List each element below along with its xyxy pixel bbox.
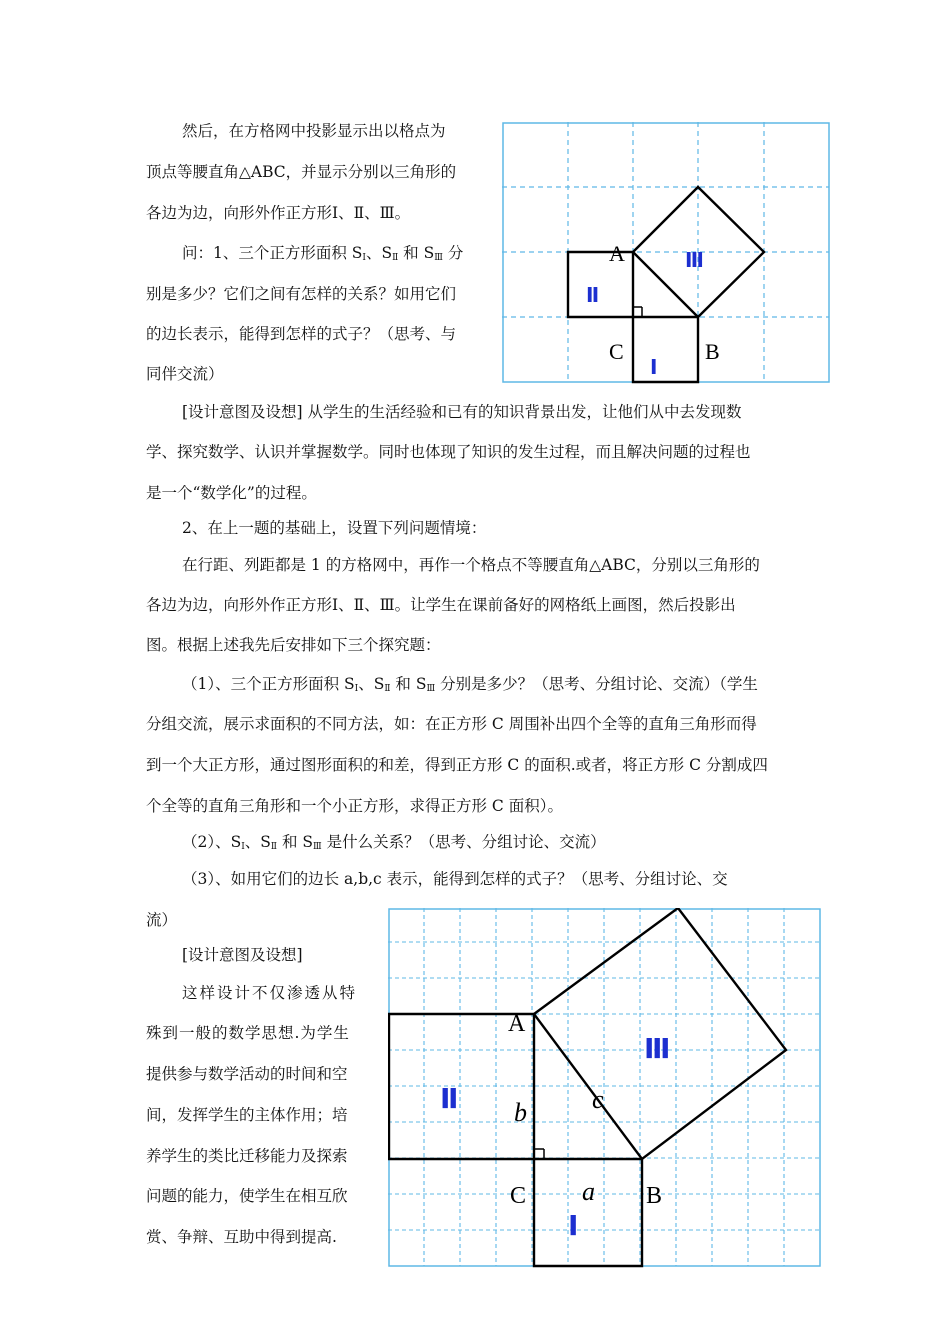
- question1-mid: 和 S: [398, 244, 435, 262]
- figure2-svg: [388, 908, 823, 1270]
- side-b-label: b: [514, 1098, 527, 1127]
- vertex-b-label: B: [705, 339, 720, 364]
- square-1: [534, 1159, 642, 1266]
- question1-line4: 同伴交流）: [146, 365, 224, 383]
- subscript-1: Ⅰ: [241, 842, 245, 852]
- subscript-3: Ⅲ: [434, 253, 443, 263]
- subscript-2: Ⅱ: [270, 842, 278, 852]
- square-1-label: Ⅰ: [650, 355, 658, 379]
- figure1: [502, 122, 832, 384]
- square-2-label: Ⅱ: [440, 1082, 459, 1115]
- subscript-3: Ⅲ: [313, 842, 322, 852]
- q1-suffix: 分别是多少？（思考、分组讨论、交流）（学生: [435, 675, 758, 693]
- square-1: [633, 317, 698, 382]
- subscript-1: Ⅰ: [354, 684, 359, 694]
- question1-sep: 、S: [365, 244, 393, 262]
- vertex-a-label: A: [609, 241, 625, 266]
- design1-line3: 是一个“数学化”的过程。: [146, 484, 317, 502]
- q3-line2: 流）: [146, 911, 178, 929]
- design1-line1: [设计意图及设想] 从学生的生活经验和已有的知识背景出发，让他们从中去发现数: [182, 403, 742, 421]
- figure1-svg: [502, 122, 832, 384]
- design2-line5: 养学生的类比迁移能力及探索: [146, 1147, 348, 1165]
- vertex-c-label: C: [510, 1183, 527, 1209]
- q1-line1: [182, 674, 758, 699]
- design2-line7: 赏、争辩、互助中得到提高.: [146, 1228, 337, 1246]
- design2-title: [设计意图及设想]: [182, 946, 303, 964]
- side-c-label: c: [592, 1085, 604, 1114]
- q1-mid: 和 S: [390, 675, 427, 693]
- q1-line4: 个全等的直角三角形和一个小正方形，求得正方形 C 面积）。: [146, 797, 563, 815]
- paragraph1-line1: 然后，在方格网中投影显示出以格点为: [182, 122, 446, 140]
- q2-line: [182, 832, 606, 857]
- square-1-label: Ⅰ: [568, 1209, 579, 1242]
- design2-line6: 问题的能力，使学生在相互欣: [146, 1187, 348, 1205]
- figure2: [388, 908, 823, 1270]
- q1-prefix: （1）、三个正方形面积 S: [182, 675, 355, 693]
- item2-line: 2、在上一题的基础上，设置下列问题情境：: [182, 519, 487, 537]
- q3-line1: （3）、如用它们的边长 a,b,c 表示，能得到怎样的式子？（思考、分组讨论、交: [182, 870, 728, 888]
- square-3-label: Ⅲ: [685, 248, 704, 272]
- subscript-2: Ⅱ: [392, 253, 399, 263]
- design1-line2: 学、探究数学、认识并掌握数学。同时也体现了知识的发生过程，而且解决问题的过程也: [146, 443, 751, 461]
- square-3-label: Ⅲ: [644, 1032, 671, 1065]
- vertex-a-label: A: [508, 1011, 526, 1037]
- q1-line3: 到一个大正方形，通过图形面积的和差，得到正方形 C 的面积.或者，将正方形 C 分割成四: [146, 756, 768, 774]
- square-2-label: Ⅱ: [586, 283, 600, 307]
- q1-sep: 、S: [358, 675, 385, 693]
- q2-sep: 、S: [244, 833, 271, 851]
- subscript-3: Ⅲ: [426, 684, 436, 694]
- design2-line4: 间，发挥学生的主体作用；培: [146, 1106, 348, 1124]
- paragraph2-line2: 各边为边，向形外作正方形Ⅰ、Ⅱ、Ⅲ。让学生在课前备好的网格纸上画图，然后投影出: [146, 596, 736, 614]
- paragraph2-line1: 在行距、列距都是 1 的方格网中，再作一个格点不等腰直角△ABC，分别以三角形的: [182, 556, 760, 574]
- question1-line1: [182, 243, 463, 268]
- q2-mid: 和 S: [277, 833, 314, 851]
- question1-suffix: 分: [442, 244, 464, 262]
- subscript-1: Ⅰ: [362, 253, 366, 263]
- paragraph2-line3: 图。根据上述我先后安排如下三个探究题：: [146, 636, 441, 654]
- design2-line1: 这样设计不仅渗透从特: [182, 984, 358, 1002]
- side-a-label: a: [582, 1177, 595, 1206]
- question1-prefix: 问：1、三个正方形面积 S: [182, 244, 363, 262]
- q2-suffix: 是什么关系？（思考、分组讨论、交流）: [321, 833, 606, 851]
- paragraph1-line3: 各边为边，向形外作正方形Ⅰ、Ⅱ、Ⅲ。: [146, 204, 411, 222]
- paragraph1-line2: 顶点等腰直角△ABC，并显示分别以三角形的: [146, 163, 457, 181]
- design2-line3: 提供参与数学活动的时间和空: [146, 1065, 348, 1083]
- vertex-c-label: C: [609, 339, 624, 364]
- vertex-b-label: B: [646, 1183, 663, 1209]
- q1-line2: 分组交流，展示求面积的不同方法，如：在正方形 C 周围补出四个全等的直角三角形而得: [146, 715, 757, 733]
- question1-line3: 的边长表示，能得到怎样的式子？（思考、与: [146, 325, 457, 343]
- q2-prefix: （2）、S: [182, 833, 242, 851]
- question1-line2: 别是多少？它们之间有怎样的关系？如用它们: [146, 285, 457, 303]
- figure1-grid: [502, 122, 829, 382]
- subscript-2: Ⅱ: [384, 684, 391, 694]
- design2-line2: 殊到一般的数学思想.为学生: [146, 1024, 350, 1042]
